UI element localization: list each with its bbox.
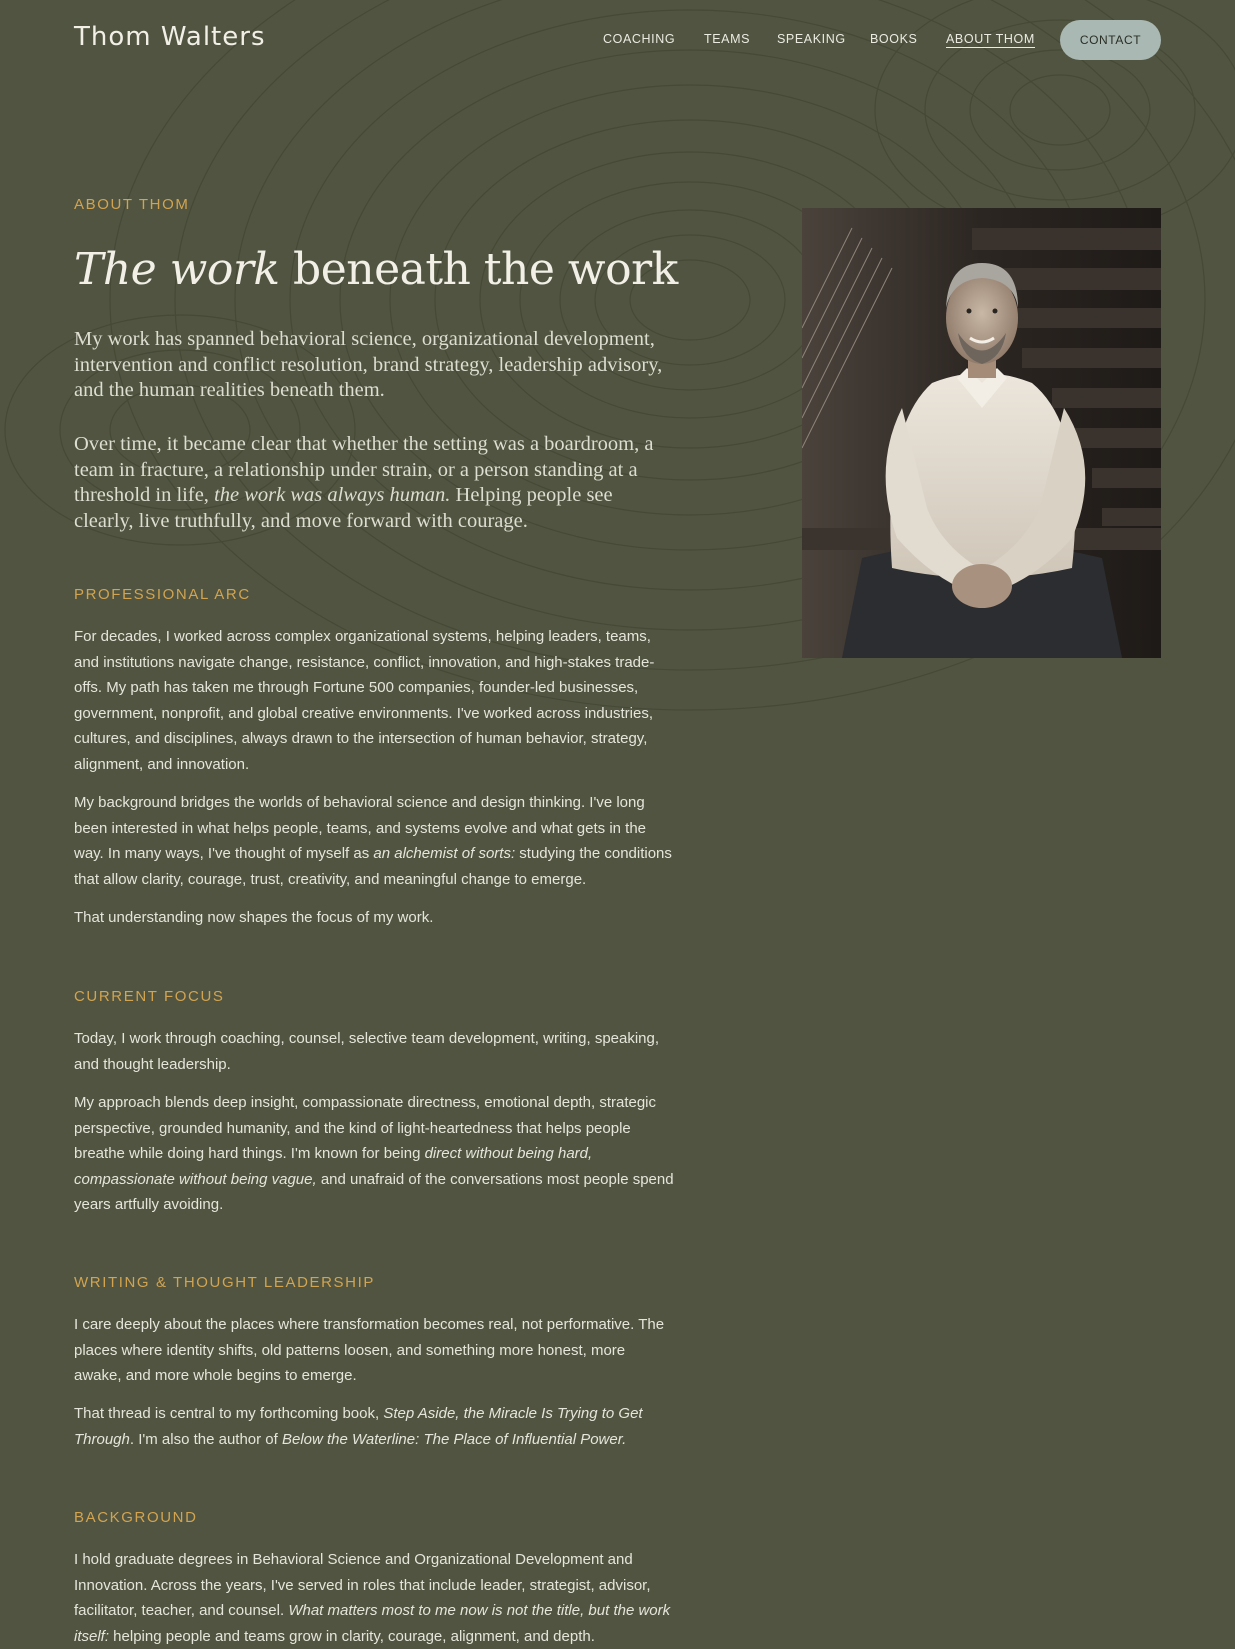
lead-paragraph-2 [74,432,674,534]
nav-item-speaking[interactable]: SPEAKING [777,32,846,46]
nav-item-coaching[interactable]: COACHING [603,32,676,46]
focus-p2-text-b: and unafraid of the conversations most people spend years artfully avoiding. [74,1170,674,1213]
writing-p2-text-a: That thread is central to my forthcoming book, [74,1405,384,1422]
arc-p2-italic: an alchemist of sorts: [373,845,516,862]
background-p1-text-b: helping people and teams grow in clarity, courage, alignment, and depth. [109,1627,595,1645]
page-title [74,244,678,295]
contact-button[interactable]: CONTACT [1060,20,1161,60]
arc-paragraph-1: For decades, I worked across complex organizational systems, helping leaders, teams, and institutions navigate change, resistance, conflict, innovation, and high-stakes trade-offs. My path has taken me through Fortune 500 companies, founder-led businesses, government, nonprofit, and global creative environments. I've worked across industries, cultures, and disciplines, always drawn to the intersection of human behavior, strategy, alignment, and innovation. [74,628,655,773]
background-p1-text-a: I hold graduate degrees in Behavioral Science and Organizational Development and Innovation. Across the years, I've served in roles that include leader, strategist, advisor, facilitator, teacher, and counsel. [74,1551,651,1619]
writing-paragraph-2 [74,1401,674,1452]
lead2-text-a: Over time, it became clear that whether the setting was a boardroom, a team in fracture, a relationship under strain, or a person standing at a threshold in life, [74,433,654,506]
about-eyebrow: ABOUT THOM [74,196,190,213]
book-title-below-waterline: Below the Waterline: The Place of Influential Power. [281,1430,627,1448]
arc-paragraph-3: That understanding now shapes the focus of my work. [74,909,434,926]
headline-italic: The work [74,244,280,295]
nav-item-about-thom[interactable]: ABOUT THOM [946,32,1035,46]
arc-paragraph-2 [74,790,674,892]
portrait-photo [802,208,1161,658]
site-header [0,0,1235,80]
section-heading-current-focus: CURRENT FOCUS [74,988,225,1005]
section-heading-background: BACKGROUND [74,1509,198,1526]
headline-rest: beneath the work [279,244,678,295]
focus-paragraph-1: Today, I work through coaching, counsel, selective team development, writing, speaking, and thought leadership. [74,1030,660,1073]
arc-p2-text-a: My background bridges the worlds of behavioral science and design thinking. I've long been interested in what helps people, teams, and systems evolve and what gets in the way. In many ways, I've thought of myself as [74,794,647,862]
writing-p2-text-b: . I'm also the author of [129,1430,282,1448]
section-heading-professional-arc: PROFESSIONAL ARC [74,586,251,603]
nav-item-teams[interactable]: TEAMS [704,32,751,46]
lead-paragraph-1: My work has spanned behavioral science, organizational development, intervention and conflict resolution, brand strategy, leadership advisory, and the human realities beneath them. [74,328,663,401]
book-title-step-aside: Step Aside, the Miracle Is Trying to Get Through [74,1405,643,1448]
focus-p2-italic: direct without being hard, compassionate without being vague, [74,1145,593,1188]
portrait-illustration [802,208,1161,658]
lead2-italic: the work was always human. [214,484,451,506]
section-heading-writing: WRITING & THOUGHT LEADERSHIP [74,1274,375,1291]
background-p1-italic: What matters most to me now is not the title, but the work itself: [74,1602,671,1645]
lead2-text-b: Helping people see clearly, live truthfully, and move forward with courage. [74,484,613,532]
background-paragraph-1 [74,1547,674,1649]
brand-logo[interactable]: Thom Walters [74,22,266,52]
nav-item-books[interactable]: BOOKS [870,32,918,46]
focus-paragraph-2 [74,1090,674,1218]
writing-paragraph-1: I care deeply about the places where transformation becomes real, not performative. The places where identity shifts, old patterns loosen, and something more honest, more awake, and more whole begins to emerge. [74,1316,665,1384]
focus-p2-text-a: My approach blends deep insight, compassionate directness, emotional depth, strategic perspective, grounded humanity, and the kind of light-heartedness that helps people breathe while doing hard things. I'm known for being [74,1094,657,1162]
arc-p2-text-b: studying the conditions that allow clarity, courage, trust, creativity, and meaningful change to emerge. [74,845,672,888]
